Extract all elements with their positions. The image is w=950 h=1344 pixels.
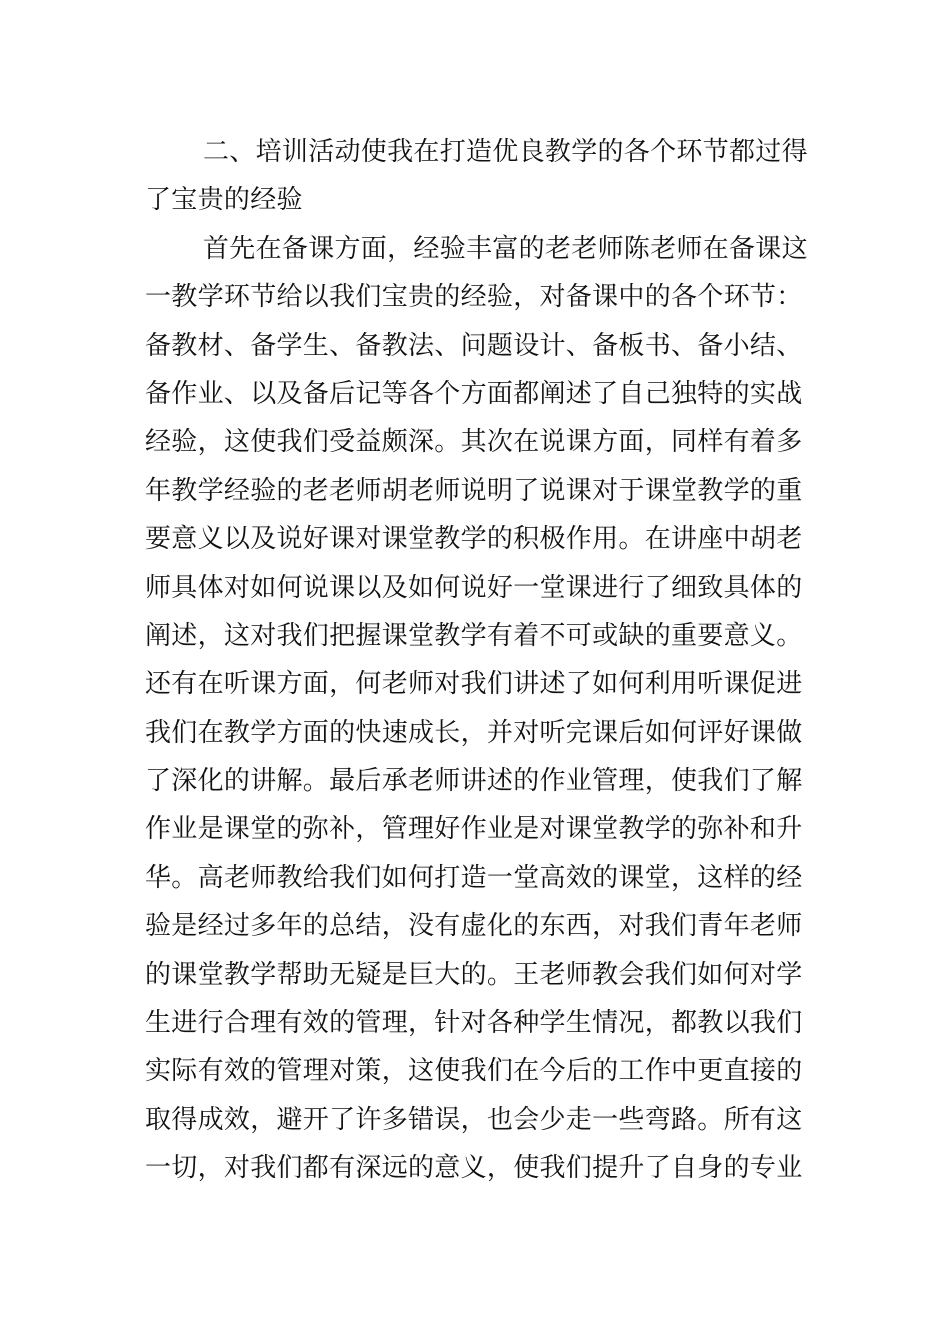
- paragraph-line: 我们在教学方面的快速成长，并对听完课后如何评好课做: [145, 717, 803, 748]
- paragraph-line: 的课堂教学帮助无疑是巨大的。王老师教会我们如何对学: [145, 959, 803, 990]
- paragraph-line: 阐述，这对我们把握课堂教学有着不可或缺的重要意义。: [145, 620, 803, 651]
- paragraph-line: 实际有效的管理对策，这使我们在今后的工作中更直接的: [145, 1056, 803, 1087]
- body-text: [145, 128, 810, 1193]
- paragraph-line: 验是经过多年的总结，没有虚化的东西，对我们青年老师: [145, 911, 803, 942]
- section-heading-line-1: 二、培训活动使我在打造优良教学的各个环节都过得: [203, 137, 808, 167]
- paragraph-line: 作业是课堂的弥补，管理好作业是对课堂教学的弥补和升: [145, 814, 803, 845]
- paragraph-line: 经验，这使我们受益颇深。其次在说课方面，同样有着多: [145, 427, 803, 458]
- paragraph-line: 生进行合理有效的管理，针对各种学生情况，都教以我们: [145, 1008, 803, 1039]
- paragraph-line: 要意义以及说好课对课堂教学的积极作用。在讲座中胡老: [145, 524, 803, 555]
- paragraph-line: 一教学环节给以我们宝贵的经验，对备课中的各个环节：: [145, 282, 803, 313]
- paragraph-line: 了深化的讲解。最后承老师讲述的作业管理，使我们了解: [145, 766, 803, 797]
- paragraph-line: 师具体对如何说课以及如何说好一堂课进行了细致具体的: [145, 572, 803, 603]
- paragraph-line: 年教学经验的老老师胡老师说明了说课对于课堂教学的重: [145, 475, 803, 506]
- paragraph-line: 首先在备课方面，经验丰富的老老师陈老师在备课这: [203, 233, 808, 264]
- paragraph-line: 一切，对我们都有深远的意义，使我们提升了自身的专业: [145, 1153, 803, 1184]
- paragraph-line: 备作业、以及备后记等各个方面都阐述了自己独特的实战: [145, 378, 803, 409]
- section-heading-line-2: 了宝贵的经验: [145, 185, 303, 216]
- paragraph-line: 取得成效，避开了许多错误，也会少走一些弯路。所有这: [145, 1104, 803, 1135]
- paragraph-line: 还有在听课方面，何老师对我们讲述了如何利用听课促进: [145, 669, 803, 700]
- paragraph-line: 华。高老师教给我们如何打造一堂高效的课堂，这样的经: [145, 862, 803, 893]
- paragraph-line: 备教材、备学生、备教法、问题设计、备板书、备小结、: [145, 330, 803, 361]
